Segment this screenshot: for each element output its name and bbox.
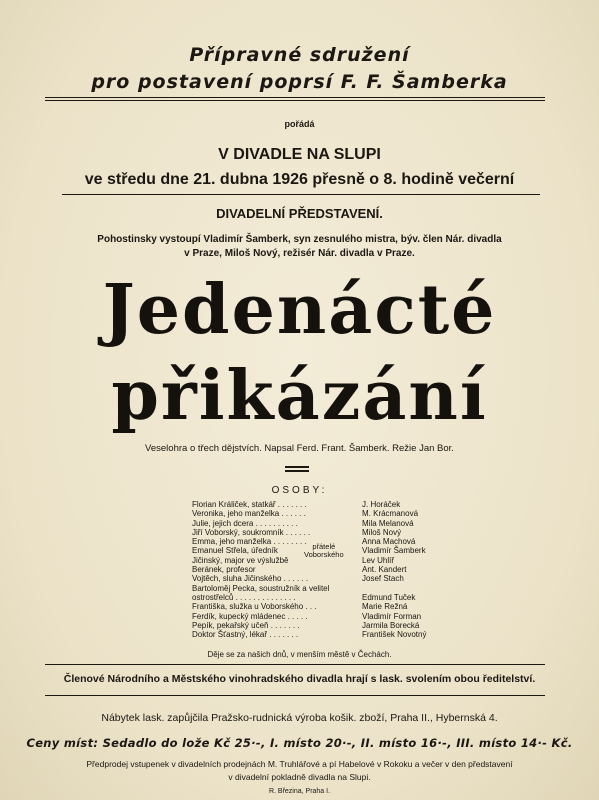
cast-actor [362,584,426,593]
cast-role: Beránek, profesor [192,565,256,575]
cast-actor: Mila Melanová [362,518,414,528]
printer-imprint: R. Březina, Praha I. [268,788,331,795]
cast-role: Jiří Voborský, soukromník . . . . . . [192,527,311,537]
divider-1 [285,466,309,468]
cast-actor [362,639,426,648]
cast-actor: Lev Uhlíř [362,555,395,565]
top-rule-2 [45,100,545,101]
divider-2 [285,470,309,472]
cast-role: Pepík, pekařský učeň . . . . . . . [192,620,300,630]
guests-line-2: v Praze, Miloš Nový, režisér Nár. divadla v Praze. [184,248,415,259]
cast-role: Vojtěch, sluha Jičinského . . . . . . [192,574,309,584]
cast-role: Doktor Šťastný, lékař . . . . . . . [192,630,299,640]
cast-role: Jičinský, major ve výslužbě [192,555,289,565]
friends-bracket-label: přátelé Voborského [304,542,344,559]
cast-actor: Miloš Nový [362,527,402,537]
organizer-line-1: Přípravné sdružení [189,44,410,66]
cast-actor: Josef Stach [362,574,404,584]
guests-line-1: Pohostinsky vystoupí Vladimír Šamberk, syn zesnulého mistra, býv. člen Nár. divadla [97,234,502,245]
cast-actor: Marie Režná [362,602,408,612]
play-subtitle: Veselohra o třech dějstvích. Napsal Ferd. Frant. Šamberk. Režie Jan Bor. [145,443,454,454]
performance-type: DIVADELNÍ PŘEDSTAVENÍ. [216,206,383,221]
cast-roles [192,500,329,649]
furniture-line: Nábytek lask. zapůjčila Pražsko-rudnická výroba košik. zboží, Praha II., Hybernská 4. [101,712,498,724]
venue-text: V DIVADLE NA SLUPI [218,146,381,163]
cast-actor: Edmund Tuček [362,592,416,602]
cast-role: Julie, jejich dcera . . . . . . . . . . [192,518,298,528]
cast-actor: J. Horáček [362,500,401,509]
cast-role: Florian Králiček, statkář . . . . . . . [192,500,307,509]
date-text: ve středu dne 21. dubna 1926 přesně o 8. hodině večerní [84,171,515,188]
cast-role: ostrostřelců . . . . . . . . . . . . . . [192,592,296,602]
cast-actor: Ant. Kandert [362,565,407,575]
play-title-line-1: Jedenácté [102,270,497,350]
cast-role [192,639,329,648]
play-title-line-2: přikázání [111,356,488,436]
cast-heading: OSOBY: [271,485,328,496]
cast-actor: Vladimír Forman [362,611,422,621]
cast-role: Bartoloměj Pecka, soustružník a velitel [192,583,330,593]
cast-role: Emma, jeho manželka . . . . . . . . [192,537,307,547]
cast-actor: Anna Machová [362,537,416,547]
cast-actors [362,500,426,649]
cast-role: Ferdík, kupecký mládenec . . . . . [192,611,308,621]
presale-line-2: v divadelní pokladně divadla na Slupi. [228,772,371,782]
cast-role: Emanuel Střela, úředník [192,546,278,556]
presents-text: pořádá [284,119,315,129]
date-rule [62,194,540,195]
presale-line-1: Předprodej vstupenek v divadelních prodejnách M. Truhlářové a pí Habelové v Rokoku a večer v den představení [86,759,513,769]
setting-line: Děje se za našich dnů, v menším městě v Čechách. [207,650,392,659]
members-rule-bottom [45,695,545,696]
members-line: Členové Národního a Městského vinohradského divadla hrají s lask. svolením obou ředitelství. [63,673,536,685]
prices-line: Ceny míst: Sedadlo do lože Kč 25·-, I. místo 20·-, II. místo 16·-, III. místo 14·- Kč. [26,736,573,750]
cast-actor: Vladimír Šamberk [362,546,426,556]
cast-actor: Jarmila Borecká [362,620,420,630]
cast-actor: M. Krácmanová [362,509,419,519]
top-rule-1 [45,97,545,98]
members-rule-top [45,664,545,665]
cast-actor: František Novotný [362,630,427,640]
organizer-line-2: pro postavení poprsí F. F. Šamberka [91,71,508,93]
cast-role: Veronika, jeho manželka . . . . . . [192,509,306,519]
cast-role: Františka, služka u Voborského . . . [192,602,317,612]
